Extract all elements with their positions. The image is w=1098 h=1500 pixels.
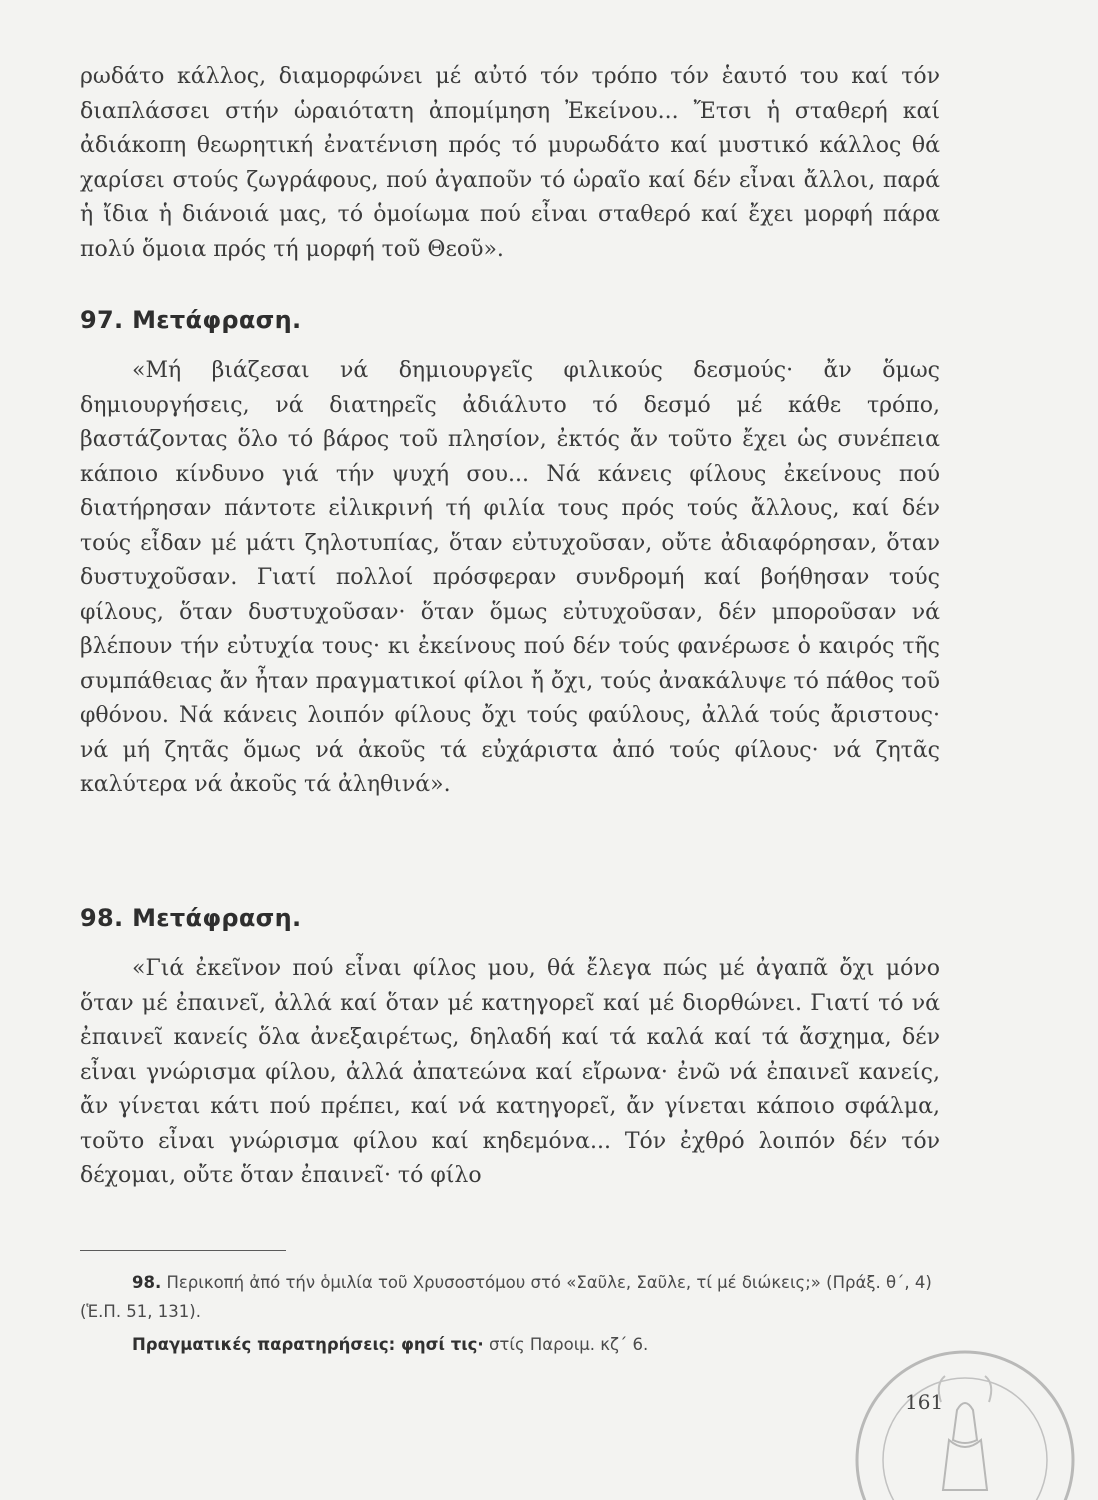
footnote-98 bbox=[80, 1268, 940, 1326]
footnote-98-label: 98. bbox=[132, 1273, 162, 1292]
footnote-divider bbox=[80, 1250, 286, 1251]
section-text-98: «Γιά ἐκεῖνον πού εἶναι φίλος μου, θά ἔλεγα πώς μέ ἀγαπᾶ ὄχι μόνο ὅταν μέ ἐπαινεῖ, ἀλλά καί ὅταν μέ κατηγορεῖ καί μέ διορθώνει. Γιατί τό νά ἐπαινεῖ κανείς ὅλα ἀνεξαιρέτως, δηλαδή καί τά καλά καί τά ἄσχημα, δέν εἶναι γνώρισμα φίλου, ἀλλά ἀπατεώνα καί εἴρωνα· ἐνῶ νά ἐπαινεῖ κανείς, ἄν γίνεται κάτι πού πρέπει, καί νά κατηγορεῖ, ἄν γίνεται κάποιο σφάλμα, τοῦτο εἶναι γνώρισμα φίλου καί κηδεμόνα... Τόν ἐχθρό λοιπόν δέν τόν δέχομαι, οὔτε ὅταν ἐπαινεῖ· τό φίλο bbox=[80, 956, 940, 1188]
footnote-notes-text: στίς Παροιμ. κζ΄ 6. bbox=[483, 1335, 649, 1354]
body-paragraph-continued: ρωδάτο κάλλος, διαμορφώνει μέ αὐτό τόν τρόπο τόν ἑαυτό του καί τόν διαπλάσσει στήν ὡραιότατη ἀπομίμηση Ἐκείνου... Ἔτσι ἡ σταθερή καί ἀδιάκοπη θεωρητική ἐνατένιση πρός τό μυρωδάτο καί μυστικό κάλλος θά χαρίσει στούς ζωγράφους, πού ἀγαποῦν τό ὡραῖο καί δέν εἶναι ἄλλοι, παρά ἡ ἴδια ἡ διάνοιά μας, τό ὁμοίωμα πού εἶναι σταθερό καί ἔχει μορφή πάρα πολύ ὅμοια πρός τή μορφή τοῦ Θεοῦ». bbox=[80, 64, 940, 262]
footnote-98-text: Περικοπή ἀπό τήν ὁμιλία τοῦ Χρυσοστόμου στό «Σαῦλε, Σαῦλε, τί μέ διώκεις;» (Πράξ. θ΄, 4) (Ἑ.Π. 51, 131). bbox=[80, 1273, 932, 1321]
section-heading-97: 97. Μετάφραση. bbox=[80, 306, 302, 334]
section-heading-98: 98. Μετάφραση. bbox=[80, 904, 302, 932]
page-number: 161 bbox=[905, 1390, 944, 1414]
section-text-97: «Μή βιάζεσαι νά δημιουργεῖς φιλικούς δεσμούς· ἄν ὅμως δημιουργήσεις, νά διατηρεῖς ἀδιάλυτο τό δεσμό μέ κάθε τρόπο, βαστάζοντας ὅλο τό βάρος τοῦ πλησίον, ἐκτός ἄν τοῦτο ἔχει ὡς συνέπεια κάποιο κίνδυνο γιά τήν ψυχή σου... Νά κάνεις φίλους ἐκείνους πού διατήρησαν πάντοτε εἰλικρινή τή φιλία τους πρός τούς ἄλλους, καί δέν τούς εἶδαν μέ μάτι ζηλοτυπίας, ὅταν εὐτυχοῦσαν, οὔτε ἀδιαφόρησαν, ὅταν δυστυχοῦσαν. Γιατί πολλοί πρόσφεραν συνδρομή καί βοήθησαν τούς φίλους, ὅταν δυστυχοῦσαν· ὅταν ὅμως εὐτυχοῦσαν, δέν μποροῦσαν νά βλέπουν τήν εὐτυχία τους· κι ἐκείνους πού δέν τούς φανέρωσε ὁ καιρός τῆς συμπάθειας ἄν ἦταν πραγματικοί φίλοι ἤ ὄχι, τούς ἀνακάλυψε τό πάθος τοῦ φθόνου. Νά κάνεις λοιπόν φίλους ὄχι τούς φαύλους, ἀλλά τούς ἄριστους· νά μή ζητᾶς ὅμως νά ἀκοῦς τά εὐχάριστα ἀπό τούς φίλους· νά ζητᾶς καλύτερα νά ἀκοῦς τά ἀληθινά». bbox=[80, 358, 940, 797]
library-stamp-icon bbox=[845, 1340, 1085, 1500]
footnote-notes-label: Πραγματικές παρατηρήσεις: φησί τις· bbox=[132, 1335, 484, 1354]
footnote-notes bbox=[80, 1330, 940, 1359]
